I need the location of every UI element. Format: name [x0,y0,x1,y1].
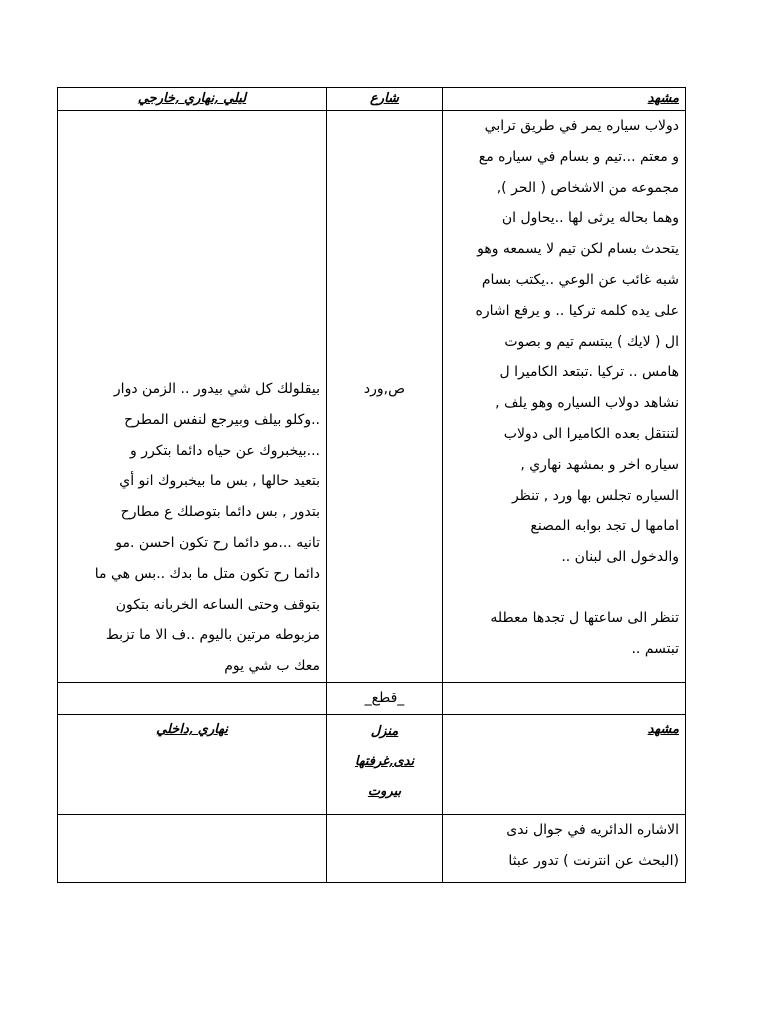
scene1-dialogue [58,111,326,682]
place-line: ندى,غرفتها [354,753,415,769]
dialogue-line: دائما رح تكون متل ما بدك ..بس هي ما [94,565,320,582]
action-line: شبه غائب عن الوعي ..يكتب بسام [481,271,679,288]
scene2-header-row [58,714,686,814]
scene2-time: نهاري ,داخلي [58,714,327,814]
scene2-label: مشهد [443,714,686,814]
action-line: ال ( لايك ) يبتسم تيم و بصوت [504,333,679,350]
action-line: امامها ل تجد بوابه المصنع [530,518,679,535]
scene1-action [443,111,685,665]
action-line: و معتم ...تيم و بسام في سياره مع [478,148,679,165]
dialogue-line: بتعيد حالها , بس ما بيخبروك انو أي [119,473,320,490]
scene1-character-cell [327,111,443,683]
action-line: والدخول الى لبنان .. [561,549,679,566]
transition-cut: _قطع_ [327,682,443,714]
action-line: دولاب سياره يمر في طريق ترابي [484,118,679,134]
action-line: تنظر الى ساعتها ل تجدها معطله [490,609,679,626]
transition-row [58,682,686,714]
action-line: تبتسم .. [631,640,679,657]
screenplay-table [57,87,686,883]
scene1-dialogue-cell [58,111,327,683]
dialogue-line: ..وكلو بيلف وبيرجع لنفس المطرح [124,411,320,428]
scene1-body-row [58,111,686,683]
scene2-place-cell [327,714,443,814]
dialogue-line: ...بيخبروك عن حياه دائما بتكرر و [130,442,320,459]
dialogue-line: معك ب شي يوم [224,658,320,675]
dialogue-line: تانيه ...مو دائما رح تكون احسن .مو [115,534,320,551]
dialogue-line: بتدور , بس دائما بتوصلك ع مطارح [120,504,320,521]
scene2-action [443,815,685,877]
place-line: منزل [370,723,399,739]
scene1-header-row [58,88,686,111]
place-line: بيروت [367,783,402,799]
action-line: هامس .. تركيا .تبتعد الكاميرا ل [499,364,679,381]
action-line: على يده كلمه تركيا .. و يرفع اشاره [475,302,679,319]
action-line: نشاهد دولاب السياره وهو يلف , [495,395,679,412]
action-line: السياره تجلس بها ورد , تنظر [511,487,679,504]
scene1-place: شارع [327,88,443,111]
scene1-time: ليلي ,نهاري ,خارجي [58,88,327,111]
action-line: وهما بحاله يرثى لها ..يحاول ان [501,210,679,227]
action-line: الاشاره الدائريه في جوال ندى [506,821,679,838]
action-line: لتنتقل بعده الكاميرا الى دولاب [503,425,679,442]
scene2-body-row [58,814,686,882]
scene2-place [327,715,442,807]
dialogue-line: بتوقف وحتى الساعه الخربانه بتكون [115,596,320,613]
dialogue-line: بيقلولك كل شي بيدور .. الزمن دوار [113,381,320,397]
action-line: يتحدث بسام لكن تيم لا يسمعه وهو [477,241,679,258]
scene1-label: مشهد [443,88,686,111]
scene1-action-cell [443,111,686,683]
scene2-action-cell [443,814,686,882]
action-line: (البحث عن انترنت ) تدور عبثا [508,852,679,869]
action-line: سياره اخر و بمشهد نهاري , [520,456,679,473]
scene1-character: ص,ورد [363,381,406,397]
dialogue-line: مزبوطه مرتين باليوم ..ف الا ما تزبط [105,627,320,644]
action-line: مجموعه من الاشخاص ( الحر ), [496,179,679,196]
